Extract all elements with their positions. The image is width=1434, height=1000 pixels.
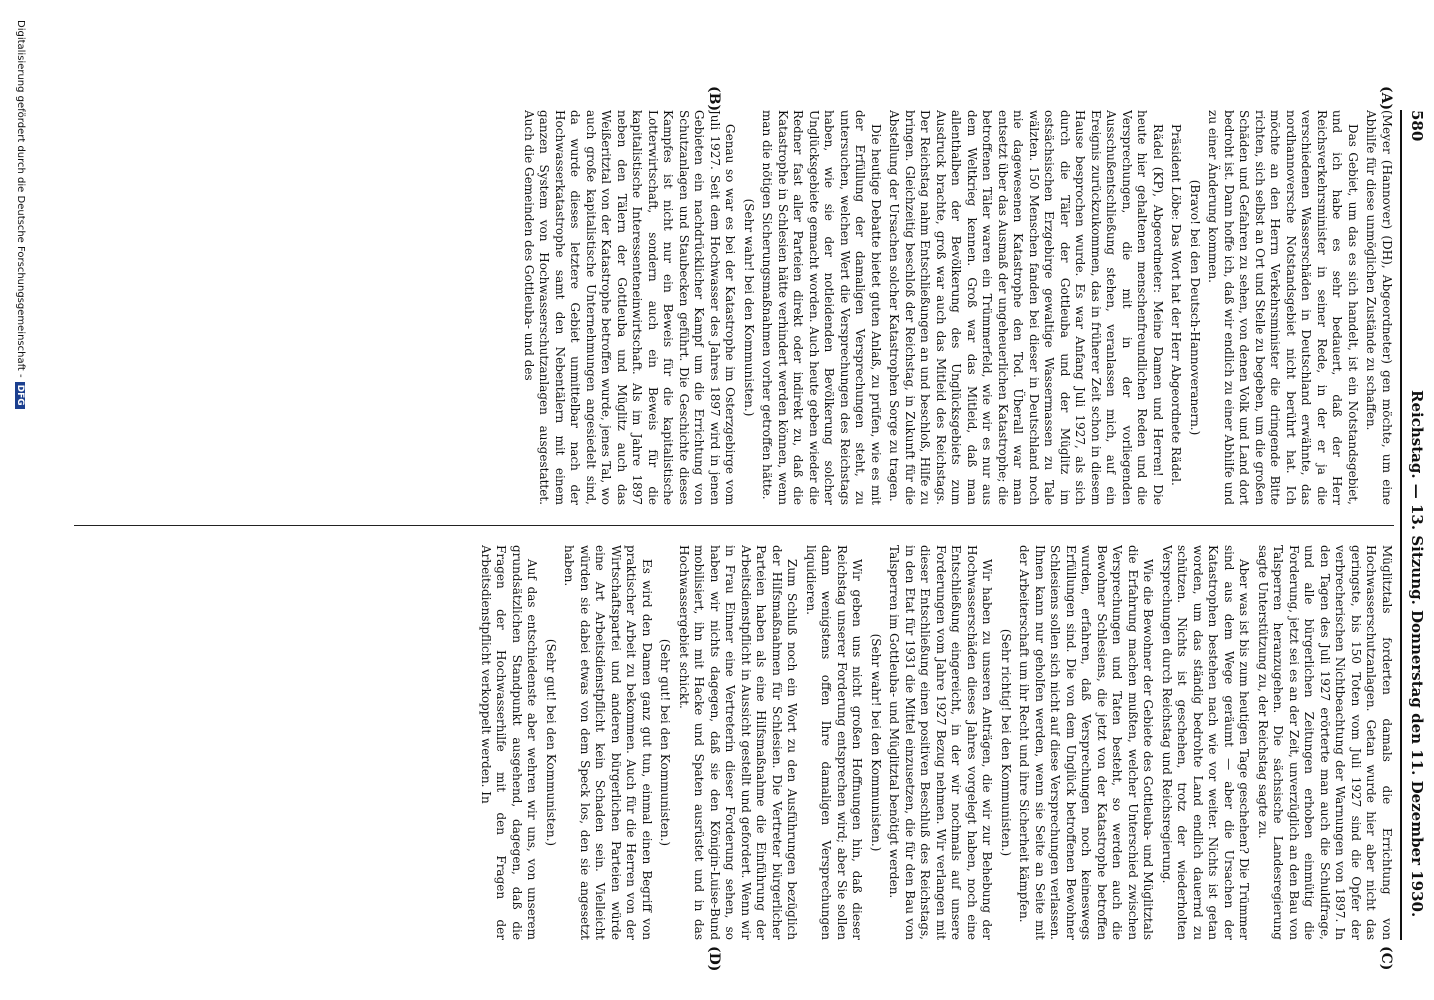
paragraph: Müglitztals forderten damals die Errichtung von Hochwasserschutzanlagen. Getan wurde hier aber nicht das geringste, bis 150 Toten vom Juli 1927 sind die Opfer der verbrecherischen Nichtbeachtung der Warnungen von 1897. In den Tagen des Juli 1927 erörterte man auch die Schuldfrage, und alle bürgerlichen Zeitungen erhoben einmütig die Forderung, jetzt sei es an der Zeit, unverzüglich an den Bau von Talsperren heranzugehen. Die sächsische Landesregierung sagte Unterstützung zu, der Reichstag sagte zu.	[1256, 545, 1394, 940]
margin-marker-c: (C)	[1378, 946, 1394, 971]
interjection: (Sehr richtig! bei den Kommunisten.)	[999, 628, 1013, 857]
paragraph: Wie die Bewohner der Gebiete des Gottleuba- und Müglitztals die Erfahrung machen mußten, welcher Unterschied zwischen Versprechungen und Taten besteht, so werden auch die Bewohner Schlesiens, die jetzt von der Katastrophe betroffen wurden, erfahren, daß Versprechungen noch keineswegs Erfüllungen sind. Die von dem Unglück betroffenen Bewohner Schlesiens sollen sich nicht auf diese Versprechungen verlassen. Ihnen kann nur geholfen werden, wenn sie Seite an Seite mit der Arbeiterschaft um ihr Recht und ihre Sicherheit kämpfen.	[1017, 545, 1156, 940]
page-header	[1402, 110, 1426, 940]
left-text-column	[74, 110, 1394, 505]
interjection: (Sehr gut! bei den Kommunisten.)	[658, 638, 673, 847]
interjection: (Sehr wahr! bei den Kommunisten.)	[869, 633, 883, 852]
margin-marker-a: (A)	[1378, 86, 1394, 111]
column-divider	[74, 525, 1394, 526]
interjection: (Sehr wahr! bei den Kommunisten.)	[742, 198, 756, 417]
header-rule	[1400, 110, 1402, 940]
paragraph: Aber was ist bis zum heutigen Tage geschehen? Die Trümmer sind aus dem Wege geräumt — aber die Ursachen der Katastrophen bestehen nach wie vor weiter. Nichts ist getan worden, um das ständig bedrohte Land endlich dauernd zu schützen. Nichts ist geschehen, trotz der wiederholten Versprechungen durch Reichstag und Reichsregierung.	[1160, 545, 1252, 940]
paragraph: Die heutige Debatte bietet guten Anlaß, zu prüfen, wie es mit der Erfüllung der damaligen Versprechungen steht, zu untersuchen, welchen Wert die Versprechungen des Reichstags haben, wie sie der notleidenden Bevölkerung solcher Unglücksgebiete gemacht worden. Auch heute geben wieder die Redner fast aller Parteien direkt oder indirekt zu, daß die Katastrophe in Schlesien hätte verhindert werden können, wenn man die nötigen Sicherungsmaßnahmen vorher getroffen hätte.	[760, 110, 883, 505]
paragraph: Zum Schluß noch ein Wort zu den Ausführungen bezüglich der Hilfsmaßnahmen für Schlesien. Die Vertreter bürgerlicher Parteien haben als eine Hilfsmaßnahme die Einführung der Arbeitsdienstpflicht in Aussicht gestellt und gefordert. Wenn wir in Frau Einner eine Vertreterin dieser Forderung sehen, so haben wir nichts dagegen, daß sie den Königin-Luise-Bund mobilisiert, ihn mit Hacke und Spaten ausrüstet und in das Hochwassergebiet schickt.	[677, 545, 800, 940]
paragraph: Das Gebiet, um das es sich handelt, ist ein Notstandsgebiet, und ich habe es sehr bedauert, daß der Herr Reichsverkehrsminister in seiner Rede, in der er ja die verschiedenen Wasserschäden in Deutschland erwähnte, das nordhannoversche Notstandsgebiet nicht berührt hat. Ich möchte an den Herrn Verkehrsminister die dringende Bitte richten, sich selbst an Ort und Stelle zu begeben, um die großen Schäden und Gefahren zu sehen, von denen Volk und Land dort bedroht ist. Dann hoffe ich, daß wir endlich zu einer Abhilfe und zu einer Änderung kommen.	[1206, 110, 1360, 505]
paragraph: Wir geben uns nicht großen Hoffnungen hin, daß dieser Reichstag unserer Forderung entsprechen wird; aber Sie sollen dann wenigstens offen Ihre damaligen Versprechungen liquidieren.	[804, 545, 865, 940]
speaker-intro: Präsident Löbe: Das Wort hat der Herr Abgeordnete Rädel.	[1169, 124, 1184, 486]
paragraph: Es wird den Damen ganz gut tun, einmal einen Begriff von praktischer Arbeit zu bekommen. Auch für die Herren von der Wirtschaftspartei und anderen bürgerlichen Parteien würde eine Art Arbeitsdienstpflicht kein Schaden sein. Vielleicht würden sie dabei etwas von dem Speck los, den sie angesetzt haben.	[562, 545, 654, 940]
paragraph: Rädel (KP), Abgeordneter: Meine Damen und Herren! Die heute hier gehaltenen menschenfreundlichen Reden und die Versprechungen, die mit in der vorliegenden Ausschußentschließung stehen, veranlassen mich, auf ein Ereignis zurückzukommen, das in früherer Zeit schon in diesem Hause besprochen wurde. Es war Anfang Juli 1927, als sich durch die Täler der Gottleuba und der Müglitz im ostsächsischen Erzgebirge gewaltige Wassermassen zu Tale wälzten. 150 Menschen fanden bei dieser in Deutschland noch nie dagewesenen Katastrophe den Tod. Überall war man entsetzt über das Ausmaß der ungeheuerlichen Katastrophe; die betroffenen Täler waren ein Trümmerfeld, wie wir es nur aus dem Weltkrieg kennen. Groß war das Mitleid, daß man allenthalben der Bevölkerung des Unglücksgebiets zum Ausdruck brachte, groß war auch das Mitleid des Reichstags. Der Reichstag nahm Entschließungen an und beschloß, Hilfe zu bringen. Gleichzeitig beschloß der Reichstag, in Zukunft für die Abstellung der Ursachen solcher Katastrophen Sorge zu tragen.	[887, 110, 1165, 505]
interjection: (Sehr gut! bei den Kommunisten.)	[544, 638, 558, 847]
credit-text: Digitalisierung gefördert durch die Deutsche Forschungsgemeinschaft -	[15, 20, 26, 378]
digitization-credit	[15, 20, 26, 980]
right-text-column	[74, 545, 1394, 940]
margin-marker-d: (D)	[706, 946, 722, 972]
paragraph: (Meyer (Hannover) (DH), Abgeordneter) gen möchte, um eine Abhilfe für diese unmöglichen Zustände zu schaffen.	[1364, 110, 1394, 505]
page-title: Reichstag. — 13. Sitzung. Donnerstag den 11. Dezember 1930.	[1408, 390, 1426, 918]
paragraph: Wir haben zu unseren Anträgen, die wir zur Behebung der Hochwasserschäden dieses Jahres vorgelegt haben, noch eine Entschließung eingereicht, in der wir nochmals auf unsere Forderungen vom Jahre 1927 Bezug nehmen. Wir verlangen mit dieser Entschließung einen positiven Beschluß des Reichstags, in den Etat für 1931 die Mittel einzusetzen, die für den Bau von Talsperren im Gottleuba- und Müglitztal benötigt werden.	[887, 545, 995, 940]
dfg-logo: DFG	[15, 382, 25, 409]
paragraph: Genau so war es bei der Katastrophe im Osterzgebirge vom Juli 1927. Seit dem Hochwasser des Jahres 1897 wird in jenen Gebieten ein nachdrücklicher Kampf um die Errichtung von Schutzanlagen und Staubecken geführt. Die Geschichte dieses Kampfes ist nicht nur ein Beweis für die kapitalistische Lotterwirtschaft, sondern auch ein Beweis für die kapitalistische Interessenteneinwirtschaft. Als im Jahre 1897 neben den Tälern der Gottleuba und Müglitz auch das Weißeritztal von der Katastrophe betroffen wurde, jenes Tal, wo auch große kapitalistische Unternehmungen angesiedelt sind, da wurde dieses letztere Gebiet unmittelbar nach der Hochwasserkatastrophe samt den Nebentälern mit einem ganzen System von Hochwasserschutzanlagen ausgestattet. Auch die Gemeinden des Gottleuba- und des	[522, 110, 738, 505]
interjection: (Bravo! bei den Deutsch-Hannoveranern.)	[1188, 179, 1202, 436]
margin-marker-b: (B)	[706, 86, 722, 112]
paragraph: Auf das entschiedenste aber wehren wir uns, von unserem grundsätzlichen Standpunkt ausgehend, dagegen, daß die Fragen der Hochwasserhilfe mit den Fragen der Arbeitsdienstpflicht verkoppelt werden. In	[479, 545, 540, 940]
page-number: 580	[1408, 110, 1426, 142]
